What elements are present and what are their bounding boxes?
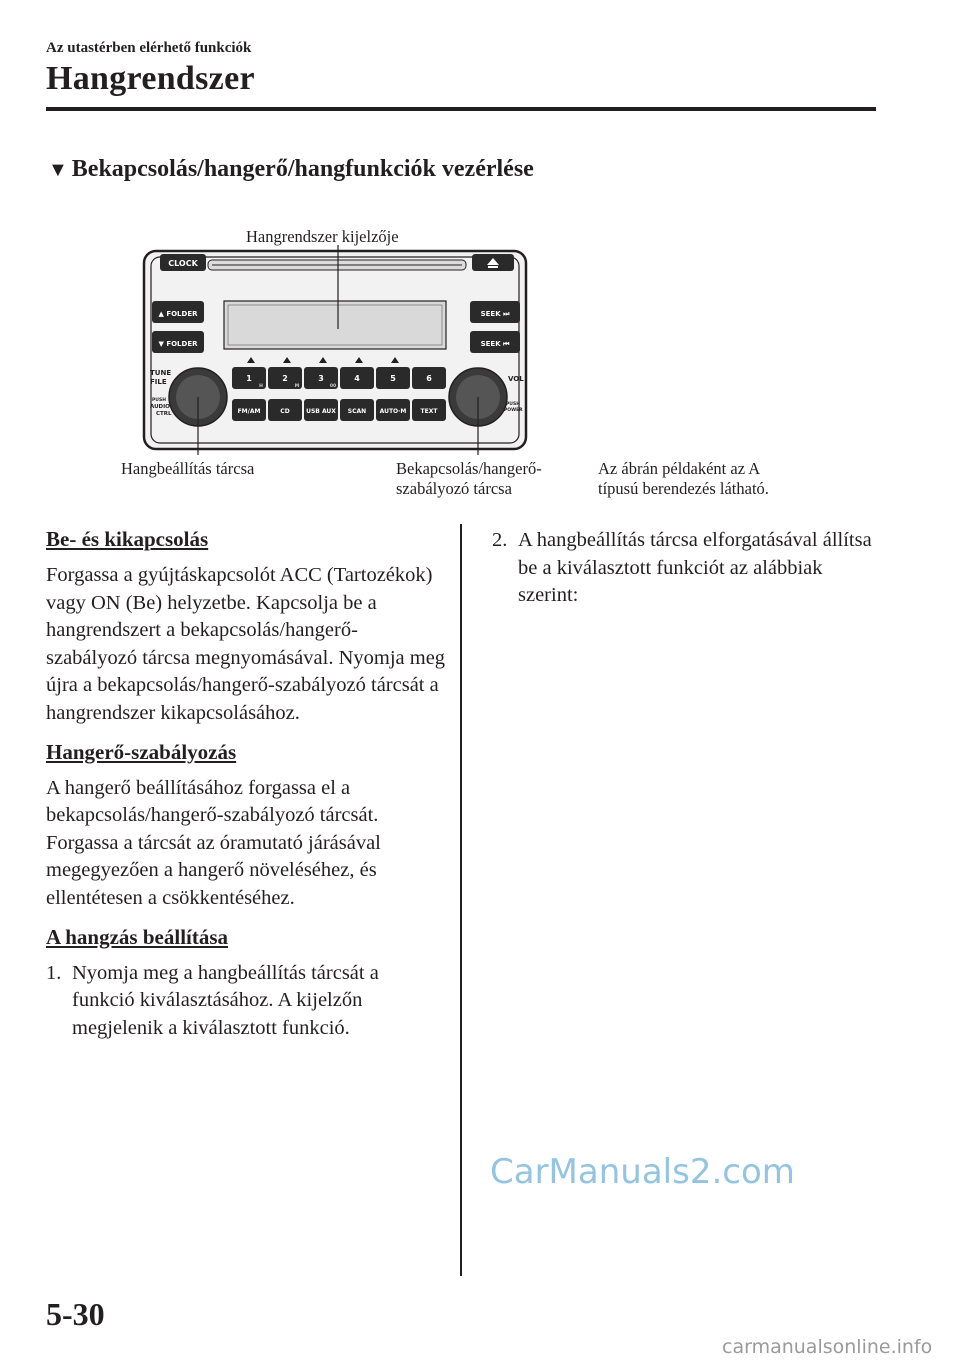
column-divider bbox=[460, 524, 462, 1276]
step-2-number: 2. bbox=[492, 529, 508, 551]
folder-up-label: ▲ FOLDER bbox=[158, 310, 198, 318]
preset-label-5: 5 bbox=[390, 374, 396, 383]
figure-note-line1: Az ábrán példaként az A bbox=[598, 459, 761, 478]
preset-label-3: 3 bbox=[318, 374, 324, 383]
onoff-heading: Be- és kikapcsolás bbox=[46, 527, 209, 551]
figure-label-left-dial: Hangbeállítás tárcsa bbox=[121, 459, 255, 478]
cd-label: CD bbox=[280, 408, 290, 415]
figure-label-right-dial-line2: szabályozó tárcsa bbox=[396, 479, 512, 498]
step-1-text: Nyomja meg a hangbeállítás tárcsát a funkció kiválasztásához. A kijelzőn megjelenik a kiválasztott funkció. bbox=[72, 961, 379, 1039]
figure-label-right-dial bbox=[396, 459, 542, 499]
volume-heading: Hangerő-szabályozás bbox=[46, 739, 237, 764]
usb-aux-label: USB AUX bbox=[306, 408, 336, 415]
onoff-paragraph: Forgassa a gyújtáskapcsolót ACC (Tartozékok) vagy ON (Be) helyzetbe. Kapcsolja be a hangrendszert a bekapcsolás/hangerő-szabályozó tárcsa megnyomásával. Nyomja meg újra a bekapcsolás/hangerő-szabályozó tárcsát a hangrendszer kikapcsolásához. bbox=[46, 564, 446, 724]
volume-paragraph: A hangerő beállításához forgassa el a bekapcsolás/hangerő-szabályozó tárcsát. Forgassa a tárcsát az óramutató járásával megegyezően a hangerő növeléséhez, és ellentétesen a csökkentéséhez. bbox=[46, 776, 381, 909]
step-2-text: A hangbeállítás tárcsa elforgatásával állítsa be a kiválasztott funkciót az alábbiak szerint: bbox=[518, 529, 872, 607]
right-column bbox=[492, 527, 872, 610]
figure-label-display: Hangrendszer kijelzője bbox=[246, 227, 399, 246]
push-power-label-2: POWER bbox=[504, 408, 523, 413]
page-title: Hangrendszer bbox=[46, 60, 255, 97]
clock-label: CLOCK bbox=[168, 259, 198, 268]
preset-mark-00: 00 bbox=[329, 384, 337, 389]
vol-label: VOL bbox=[508, 375, 524, 383]
push-label: PUSH bbox=[152, 398, 166, 403]
preset-mark-m: M bbox=[294, 384, 300, 389]
figure-note bbox=[598, 459, 769, 499]
page-number: 5-30 bbox=[46, 1296, 105, 1332]
section-heading-text: Bekapcsolás/hangerő/hangfunkciók vezérlése bbox=[71, 156, 534, 182]
preset-label-1: 1 bbox=[246, 374, 252, 383]
figure-note-line2: típusú berendezés látható. bbox=[598, 479, 769, 498]
preset-label-4: 4 bbox=[354, 374, 360, 383]
fm-am-label: FM/AM bbox=[237, 408, 261, 415]
ctrl-label: CTRL bbox=[156, 411, 172, 417]
audio-label: AUDIO bbox=[150, 404, 170, 410]
push-power-label-1: PUSH bbox=[506, 402, 520, 407]
eject-icon-bar bbox=[488, 266, 498, 268]
watermark-carmanualsonline: carmanualsonline.info bbox=[722, 1336, 933, 1358]
left-column bbox=[46, 527, 446, 1042]
audio-unit-illustration bbox=[140, 245, 530, 455]
seek-down-label: SEEK ⏮ bbox=[480, 340, 510, 348]
preset-label-6: 6 bbox=[426, 374, 432, 383]
title-rule bbox=[46, 107, 876, 111]
text-label: TEXT bbox=[420, 408, 438, 415]
folder-down-label: ▼ FOLDER bbox=[158, 340, 198, 348]
step-1-number: 1. bbox=[46, 961, 62, 984]
scan-label: SCAN bbox=[347, 408, 367, 415]
preset-mark-h: H bbox=[259, 384, 263, 389]
sound-heading: A hangzás beállítása bbox=[46, 924, 229, 949]
file-label: FILE bbox=[150, 378, 167, 386]
breadcrumb: Az utastérben elérhető funkciók bbox=[46, 40, 252, 56]
tune-label: TUNE bbox=[150, 369, 172, 377]
section-heading bbox=[48, 156, 534, 183]
figure-label-right-dial-line1: Bekapcsolás/hangerő- bbox=[396, 459, 542, 478]
seek-up-label: SEEK ⏭ bbox=[480, 310, 510, 318]
preset-label-2: 2 bbox=[282, 374, 288, 383]
list-item-step-2 bbox=[492, 527, 872, 610]
auto-m-label: AUTO·M bbox=[379, 408, 407, 415]
list-item-step-1 bbox=[46, 960, 446, 1043]
display-window bbox=[224, 301, 446, 349]
watermark-carmanuals2: CarManuals2.com bbox=[490, 1152, 795, 1192]
down-triangle-icon: ▼ bbox=[48, 159, 68, 181]
